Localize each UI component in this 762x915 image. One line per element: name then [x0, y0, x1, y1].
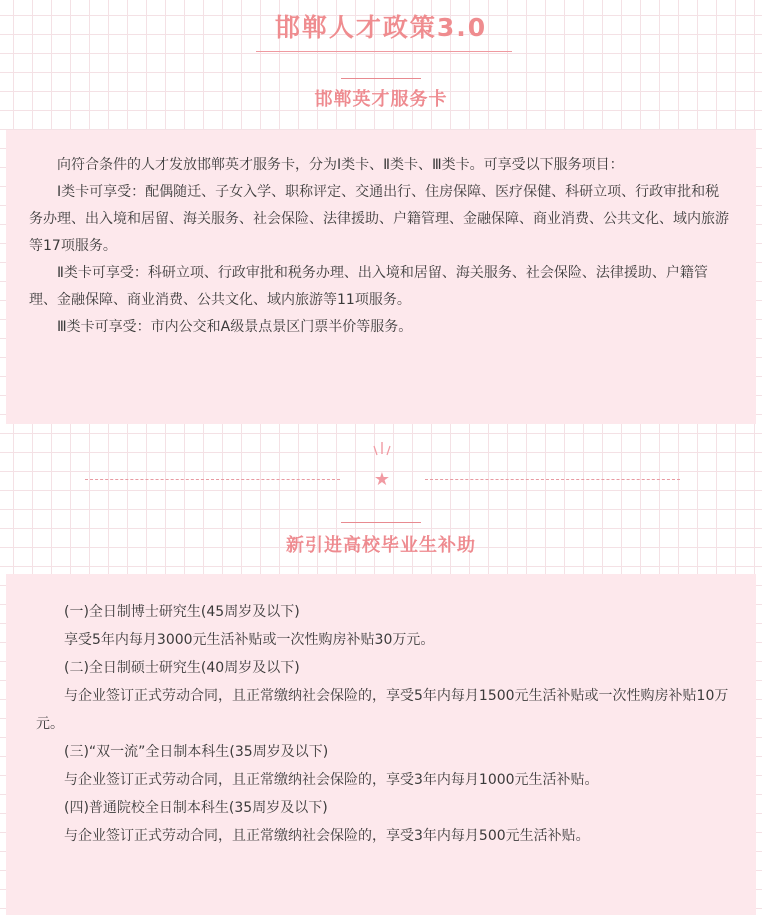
graduate-subsidy-panel — [6, 574, 756, 915]
service-card-panel — [6, 130, 756, 424]
page-title: 邯郸人才政策3.0 — [274, 13, 488, 42]
title-underline — [256, 51, 512, 52]
item-3-body: 与企业签订正式劳动合同，且正常缴纳社会保险的，享受3年内每月1000元生活补贴。 — [64, 772, 599, 788]
class-1-card-services: Ⅰ类卡可享受：配偶随迁、子女入学、职称评定、交通出行、住房保障、医疗保健、科研立项、行政审批和税务办理、出入境和居留、海关服务、社会保险、法律援助、户籍管理、金融保障、商业消费、公共文化、域内旅游等17项服务。 — [29, 184, 729, 254]
class-3-card-services: Ⅲ类卡可享受：市内公交和A级景点景区门票半价等服务。 — [57, 319, 413, 335]
star-icon: ★ — [373, 469, 391, 490]
divider-left — [85, 479, 340, 480]
class-2-card-services: Ⅱ类卡可享受：科研立项、行政审批和税务办理、出入境和居留、海关服务、社会保险、法律援助、户籍管理、金融保障、商业消费、公共文化、域内旅游等11项服务。 — [29, 265, 708, 308]
item-4-head: (四)普通院校全日制本科生(35周岁及以下) — [64, 800, 328, 816]
item-2-head: (二)全日制硕士研究生(40周岁及以下) — [64, 660, 300, 676]
item-1-head: (一)全日制博士研究生(45周岁及以下) — [64, 604, 300, 620]
item-2-body: 与企业签订正式劳动合同，且正常缴纳社会保险的，享受5年内每月1500元生活补贴或一次性购房补贴10万元。 — [36, 688, 729, 732]
section2-heading-rule — [341, 522, 421, 523]
sparkle-rays-icon — [366, 440, 398, 460]
item-4-body: 与企业签订正式劳动合同，且正常缴纳社会保险的，享受3年内每月500元生活补贴。 — [64, 828, 590, 844]
section1-heading: 邯郸英才服务卡 — [314, 89, 448, 110]
section1-heading-rule — [341, 78, 421, 79]
section2-heading: 新引进高校毕业生补助 — [286, 535, 476, 556]
service-card-intro: 向符合条件的人才发放邯郸英才服务卡，分为Ⅰ类卡、Ⅱ类卡、Ⅲ类卡。可享受以下服务项目： — [57, 157, 624, 173]
divider-right — [425, 479, 680, 480]
item-3-head: (三)“双一流”全日制本科生(35周岁及以下) — [64, 744, 329, 760]
item-1-body: 享受5年内每月3000元生活补贴或一次性购房补贴30万元。 — [64, 632, 435, 648]
